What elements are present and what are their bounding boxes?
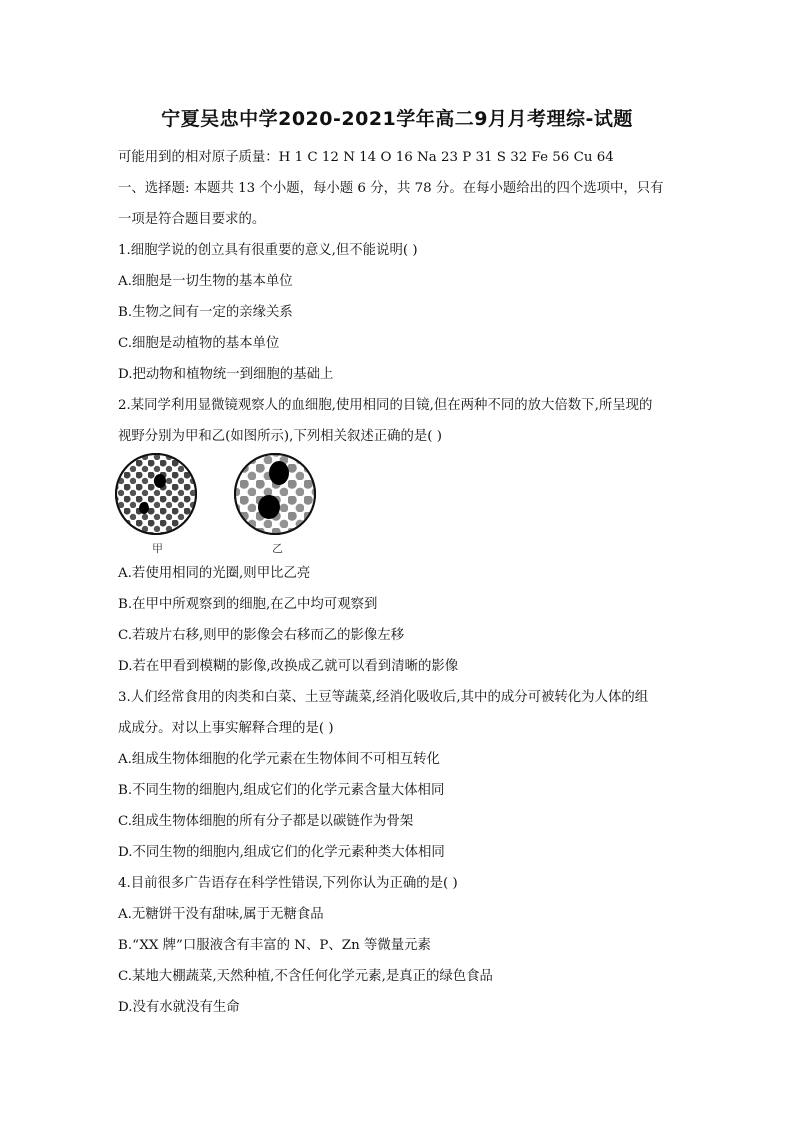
- question-3-stem-line-1: 3.人们经常食用的肉类和白菜、土豆等蔬菜,经消化吸收后,其中的成分可被转化为人体的组: [118, 690, 649, 705]
- question-2-stem-line-1: 2.某同学利用显微镜观察人的血细胞,使用相同的目镜,但在两种不同的放大倍数下,所呈现的: [118, 398, 653, 413]
- figure-label-yi: 乙: [272, 542, 283, 555]
- question-1-option-a: A.细胞是一切生物的基本单位: [118, 274, 293, 289]
- question-2-option-a: A.若使用相同的光圈,则甲比乙亮: [118, 566, 311, 581]
- question-4-option-c: C.某地大棚蔬菜,天然种植,不含任何化学元素,是真正的绿色食品: [118, 969, 493, 984]
- field-jia: [116, 454, 196, 534]
- question-4-option-b: B.“XX 牌”口服液含有丰富的 N、P、Zn 等微量元素: [118, 938, 431, 953]
- question-1-option-d: D.把动物和植物统一到细胞的基础上: [118, 367, 334, 382]
- question-1-option-b: B.生物之间有一定的亲缘关系: [118, 305, 293, 320]
- microscope-field-figure: [112, 448, 332, 556]
- question-3-option-a: A.组成生物体细胞的化学元素在生物体间不可相互转化: [118, 752, 440, 767]
- field-yi: [235, 454, 315, 534]
- question-3-option-d: D.不同生物的细胞内,组成它们的化学元素种类大体相同: [118, 845, 445, 860]
- page-title: 宁夏吴忠中学2020-2021学年高二9月月考理综-试题: [161, 108, 633, 130]
- section-intro-line-2: 一项是符合题目要求的。: [118, 212, 266, 227]
- question-4-stem: 4.目前很多广告语存在科学性错误,下列你认为正确的是( ): [118, 876, 458, 891]
- question-1-stem: 1.细胞学说的创立具有很重要的意义,但不能说明( ): [118, 243, 418, 258]
- question-2-option-d: D.若在甲看到模糊的影像,改换成乙就可以看到清晰的影像: [118, 659, 459, 674]
- figure-label-jia: 甲: [152, 542, 163, 555]
- question-2-option-b: B.在甲中所观察到的细胞,在乙中均可观察到: [118, 597, 378, 612]
- question-3-stem-line-2: 成成分。对以上事实解释合理的是( ): [118, 721, 334, 736]
- question-4-option-a: A.无糖饼干没有甜味,属于无糖食品: [118, 907, 324, 922]
- question-1-option-c: C.细胞是动植物的基本单位: [118, 336, 280, 351]
- question-3-option-b: B.不同生物的细胞内,组成它们的化学元素含量大体相同: [118, 783, 445, 798]
- question-3-option-c: C.组成生物体细胞的所有分子都是以碳链作为骨架: [118, 814, 414, 829]
- question-4-option-d: D.没有水就没有生命: [118, 1000, 240, 1015]
- blood-cell-fields-image: [112, 448, 332, 556]
- question-2-stem-line-2: 视野分别为甲和乙(如图所示),下列相关叙述正确的是( ): [118, 429, 443, 444]
- question-2-option-c: C.若玻片右移,则甲的影像会右移而乙的影像左移: [118, 628, 405, 643]
- atomic-mass-line: 可能用到的相对原子质量：H 1 C 12 N 14 O 16 Na 23 P 31 S 32 Fe 56 Cu 64: [118, 150, 614, 165]
- section-intro-line-1: 一、选择题: 本题共 13 个小题，每小题 6 分，共 78 分。在每小题给出的四个选项中，只有: [118, 181, 664, 196]
